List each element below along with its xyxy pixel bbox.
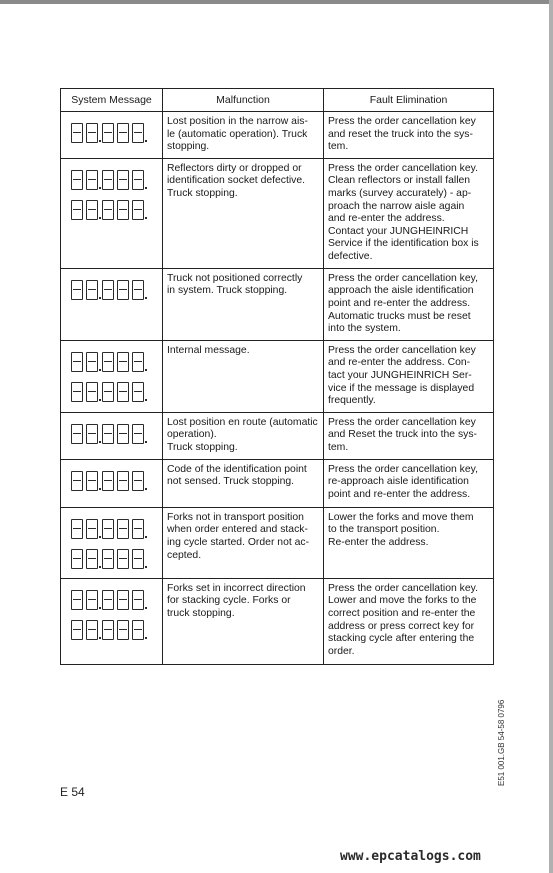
system-message-cell bbox=[61, 507, 163, 578]
segment-display-icon bbox=[71, 514, 158, 539]
malfunction-text: Truck not positioned correctly in system. Truck stopping. bbox=[167, 272, 303, 297]
system-message-cell bbox=[61, 158, 163, 268]
page-right-edge bbox=[549, 0, 553, 873]
segment-display-icon bbox=[71, 165, 158, 190]
malfunction-text: Lost position in the narrow ais- le (automatic operation). Truck stopping. bbox=[167, 116, 308, 153]
fault-elimination-text: Press the order cancellation key, re-approach aisle identification point and re-enter the address. bbox=[328, 463, 478, 500]
malfunction-cell bbox=[163, 412, 324, 459]
table-row bbox=[61, 112, 494, 159]
segment-display-icon bbox=[71, 615, 158, 640]
malfunction-text: Forks not in transport position when order entered and stack- ing cycle started. Order not ac- cepted. bbox=[167, 511, 310, 561]
fault-elimination-cell bbox=[324, 412, 494, 459]
segment-display-icon bbox=[71, 544, 158, 569]
table-header-row bbox=[61, 89, 494, 112]
fault-elimination-cell bbox=[324, 158, 494, 268]
fault-elimination-text: Press the order cancellation key and Reset the truck into the sys- tem. bbox=[328, 416, 478, 453]
segment-display-icon bbox=[71, 275, 158, 300]
fault-elimination-text: Press the order cancellation key and re-enter the address. Con- tact your JUNGHEINRICH Ser- vice if the message is displayed frequently. bbox=[328, 344, 476, 407]
watermark-url: www.epcatalogs.com bbox=[340, 849, 481, 864]
malfunction-text: Lost position en route (automatic operation). Truck stopping. bbox=[167, 416, 318, 453]
malfunction-text: Code of the identification point not sensed. Truck stopping. bbox=[167, 463, 307, 488]
malfunction-cell bbox=[163, 340, 324, 412]
fault-elimination-cell bbox=[324, 459, 494, 507]
fault-elimination-text: Press the order cancellation key. Lower and move the forks to the correct position and re-enter the address or press correct key for stacking cycle after entering the order. bbox=[328, 582, 478, 657]
document-code: E51 001.GB 54-58 0796 bbox=[497, 699, 506, 786]
fault-elimination-text: Press the order cancellation key and reset the truck into the sys- tem. bbox=[328, 116, 476, 153]
fault-elimination-cell bbox=[324, 507, 494, 578]
malfunction-text: Reflectors dirty or dropped or identification socket defective. Truck stopping. bbox=[167, 162, 306, 199]
fault-table bbox=[60, 88, 494, 665]
table-row bbox=[61, 158, 494, 268]
malfunction-cell bbox=[163, 578, 324, 664]
segment-display-icon bbox=[71, 377, 158, 402]
header-malfunction: Malfunction bbox=[163, 89, 324, 112]
fault-elimination-text: Press the order cancellation key, approach the aisle identification point and re-enter the address. Automatic trucks must be reset into the system. bbox=[328, 272, 478, 335]
malfunction-text: Forks set in incorrect direction for stacking cycle. Forks or truck stopping. bbox=[167, 582, 306, 619]
segment-display-icon bbox=[71, 195, 158, 220]
malfunction-cell bbox=[163, 112, 324, 159]
malfunction-cell bbox=[163, 268, 324, 340]
header-system-message: System Message bbox=[61, 89, 163, 112]
segment-display-icon bbox=[71, 466, 158, 491]
system-message-cell bbox=[61, 459, 163, 507]
fault-elimination-cell bbox=[324, 340, 494, 412]
system-message-cell bbox=[61, 578, 163, 664]
malfunction-cell bbox=[163, 158, 324, 268]
segment-display-icon bbox=[71, 419, 158, 444]
fault-elimination-cell bbox=[324, 578, 494, 664]
fault-elimination-text: Lower the forks and move them to the transport position. Re-enter the address. bbox=[328, 511, 474, 548]
page-number: E 54 bbox=[60, 785, 85, 799]
fault-elimination-cell bbox=[324, 112, 494, 159]
table-row bbox=[61, 268, 494, 340]
malfunction-cell bbox=[163, 507, 324, 578]
system-message-cell bbox=[61, 412, 163, 459]
table-row bbox=[61, 340, 494, 412]
fault-elimination-text: Press the order cancellation key. Clean reflectors or install fallen marks (survey accurately) - ap- proach the narrow aisle again and re-enter the address. Contact your JUNGHEINRICH Service if the identification box is defective. bbox=[328, 162, 479, 262]
segment-display-icon bbox=[71, 585, 158, 610]
page-top-edge bbox=[0, 0, 553, 4]
system-message-cell bbox=[61, 268, 163, 340]
system-message-cell bbox=[61, 112, 163, 159]
malfunction-text: Internal message. bbox=[167, 344, 250, 356]
table-row bbox=[61, 459, 494, 507]
segment-display-icon bbox=[71, 347, 158, 372]
table-row bbox=[61, 578, 494, 664]
table-row bbox=[61, 412, 494, 459]
fault-elimination-cell bbox=[324, 268, 494, 340]
table-row bbox=[61, 507, 494, 578]
malfunction-cell bbox=[163, 459, 324, 507]
header-fault-elimination: Fault Elimination bbox=[324, 89, 494, 112]
system-message-cell bbox=[61, 340, 163, 412]
segment-display-icon bbox=[71, 118, 158, 143]
